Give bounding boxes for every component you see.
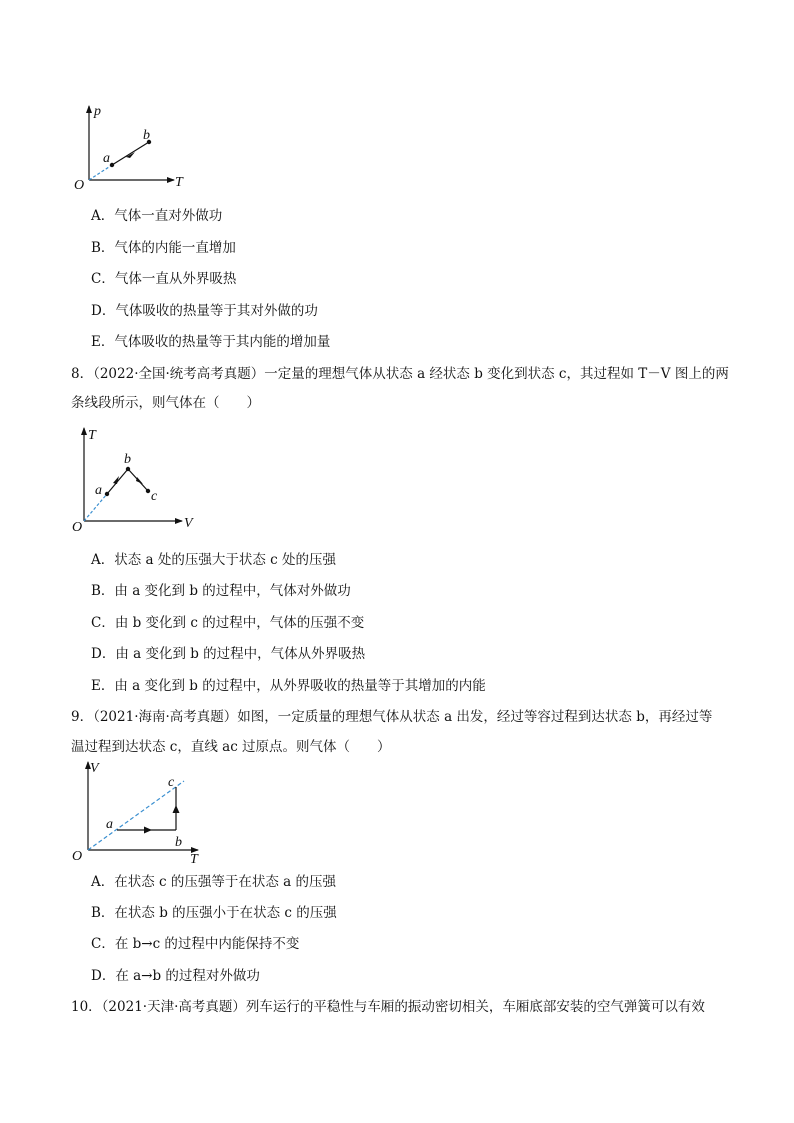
q8-option-d: D．由 a 变化到 b 的过程中，气体从外界吸热	[91, 646, 366, 662]
label-b: b	[124, 452, 131, 467]
q8-option-a: A．状态 a 处的压强大于状态 c 处的压强	[91, 552, 337, 568]
q9-option-a: A．在状态 c 的压强等于在状态 a 的压强	[91, 874, 337, 890]
x-axis-label: T	[175, 175, 183, 190]
point-a	[105, 492, 109, 496]
q9-stem-line2: 温过程到达状态 c，直线 ac 过原点。则气体（ ）	[71, 739, 391, 755]
q10-stem-line1: 10．（2021·天津·高考真题）列车运行的平稳性与车厢的振动密切相关，车厢底部安装的空气弹簧可以有效	[71, 999, 705, 1015]
origin-label: O	[72, 849, 83, 864]
figure-p-t	[70, 100, 190, 192]
dashed-extension	[89, 165, 112, 180]
y-axis-label: T	[88, 428, 96, 443]
origin-label: O	[72, 520, 83, 535]
label-a: a	[103, 151, 110, 166]
x-axis-label: T	[190, 852, 198, 867]
arrow-ab	[144, 827, 152, 834]
q8-option-b: B．由 a 变化到 b 的过程中，气体对外做功	[91, 583, 351, 599]
q7-option-c: C．气体一直从外界吸热	[91, 271, 237, 287]
x-axis-label: V	[184, 516, 193, 531]
label-a: a	[95, 483, 102, 498]
q7-option-a: A．气体一直对外做功	[91, 208, 223, 224]
figure-t-v	[70, 425, 200, 535]
process-line-ab	[112, 142, 149, 165]
dashed-extension	[84, 494, 107, 521]
q9-option-b: B．在状态 b 的压强小于在状态 c 的压强	[91, 905, 337, 921]
dashed-line-ac	[88, 781, 184, 850]
q8-stem-line1: 8．（2022·全国·统考高考真题）一定量的理想气体从状态 a 经状态 b 变化到状态 c，其过程如 T－V 图上的两	[71, 366, 729, 382]
y-axis-label: p	[94, 104, 101, 119]
origin-label: O	[74, 178, 85, 193]
q8-option-e: E．由 a 变化到 b 的过程中，从外界吸收的热量等于其增加的内能	[91, 678, 486, 694]
arrow-bc	[173, 805, 180, 813]
q8-option-c: C．由 b 变化到 c 的过程中，气体的压强不变	[91, 615, 365, 631]
q7-option-d: D．气体吸收的热量等于其对外做的功	[91, 303, 318, 319]
q7-option-e: E．气体吸收的热量等于其内能的增加量	[91, 334, 331, 350]
label-c: c	[151, 489, 158, 504]
figure-v-t	[70, 760, 205, 865]
label-b: b	[175, 835, 182, 850]
label-c: c	[168, 775, 175, 790]
q8-stem-line2: 条线段所示，则气体在（ ）	[71, 395, 260, 411]
label-b: b	[143, 128, 150, 143]
arrow-bc	[136, 477, 143, 484]
point-a	[110, 163, 114, 167]
y-axis-label: V	[90, 761, 99, 776]
label-a: a	[106, 817, 113, 832]
q9-stem-line1: 9．（2021·海南·高考真题）如图，一定质量的理想气体从状态 a 出发，经过等容过程到达状态 b，再经过等	[71, 709, 713, 725]
q9-option-c: C．在 b→c 的过程中内能保持不变	[91, 936, 300, 952]
point-c	[146, 489, 150, 493]
q7-option-b: B．气体的内能一直增加	[91, 240, 236, 256]
q9-option-d: D．在 a→b 的过程对外做功	[91, 968, 260, 984]
point-b	[126, 467, 130, 471]
